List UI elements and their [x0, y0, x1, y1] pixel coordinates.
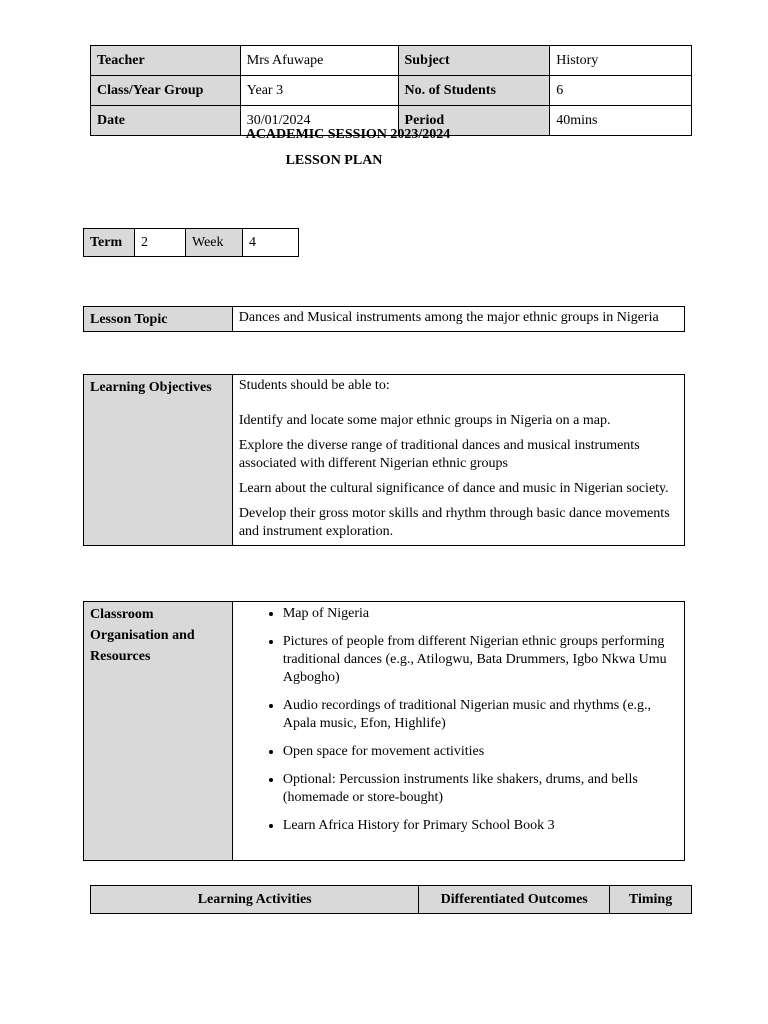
class-label: Class/Year Group [91, 76, 241, 106]
resources-list [239, 604, 678, 835]
classroom-resources-table [83, 601, 685, 861]
students-value: 6 [550, 76, 692, 106]
resource-item: • Optional: Percussion instruments like shakers, drums, and bells (homemade or store-bought) [283, 770, 678, 807]
week-value: 4 [243, 229, 299, 257]
lesson-info-table [90, 45, 692, 136]
objective-item: Identify and locate some major ethnic groups in Nigeria on a map. [238, 413, 611, 428]
class-value: Year 3 [240, 76, 398, 106]
subject-value: History [550, 46, 692, 76]
objective-item: Learn about the cultural significance of dance and music in Nigerian society. [238, 481, 669, 496]
activities-header-row [91, 886, 692, 914]
resource-item: • Map of Nigeria [283, 604, 678, 623]
topic-row [84, 307, 685, 332]
objective-item: Develop their gross motor skills and rhythm through basic dance movements and instrument exploration. [238, 506, 670, 539]
timing-header: Timing [610, 886, 692, 914]
objectives-row [84, 375, 685, 546]
teacher-label: Teacher [91, 46, 241, 76]
learning-activities-table [90, 885, 692, 914]
outcomes-header: Differentiated Outcomes [419, 886, 610, 914]
lesson-topic-table [83, 306, 685, 332]
info-row-teacher [91, 46, 692, 76]
objectives-content [232, 375, 684, 546]
term-week-table [83, 228, 299, 257]
teacher-value: Mrs Afuwape [240, 46, 398, 76]
term-label: Term [84, 229, 135, 257]
resources-content [232, 602, 684, 861]
date-label: Date [91, 106, 241, 136]
topic-value: Dances and Musical instruments among the major ethnic groups in Nigeria [232, 307, 684, 332]
objectives-intro: Students should be able to: [238, 378, 390, 393]
period-value: 40mins [550, 106, 692, 136]
info-row-class [91, 76, 692, 106]
resource-item: • Open space for movement activities [283, 742, 678, 761]
resources-row [84, 602, 685, 861]
lesson-plan-title: LESSON PLAN [285, 153, 383, 168]
resource-item: • Pictures of people from different Nigerian ethnic groups performing traditional dances (e.g., Atilogwu, Bata Drummers, Igbo Nkwa Umu Agbogho) [283, 632, 678, 687]
term-value: 2 [135, 229, 186, 257]
week-label: Week [186, 229, 243, 257]
session-title: ACADEMIC SESSION 2023/2024 [245, 127, 451, 142]
period-label: Period [398, 106, 550, 136]
subject-label: Subject [398, 46, 550, 76]
activities-header: Learning Activities [91, 886, 419, 914]
term-row [84, 229, 299, 257]
objective-item: Explore the diverse range of traditional dances and musical instruments associated with different Nigerian ethnic groups [238, 438, 640, 471]
resource-item: • Audio recordings of traditional Nigerian music and rhythms (e.g., Apala music, Efon, Highlife) [283, 696, 678, 733]
objectives-label: Learning Objectives [84, 375, 233, 546]
topic-label: Lesson Topic [84, 307, 233, 332]
resource-item: • Learn Africa History for Primary School Book 3 [283, 816, 678, 835]
date-value: 30/01/2024 [240, 106, 398, 136]
students-label: No. of Students [398, 76, 550, 106]
learning-objectives-table [83, 374, 685, 546]
resources-label: Classroom Organisation and Resources [84, 602, 233, 861]
